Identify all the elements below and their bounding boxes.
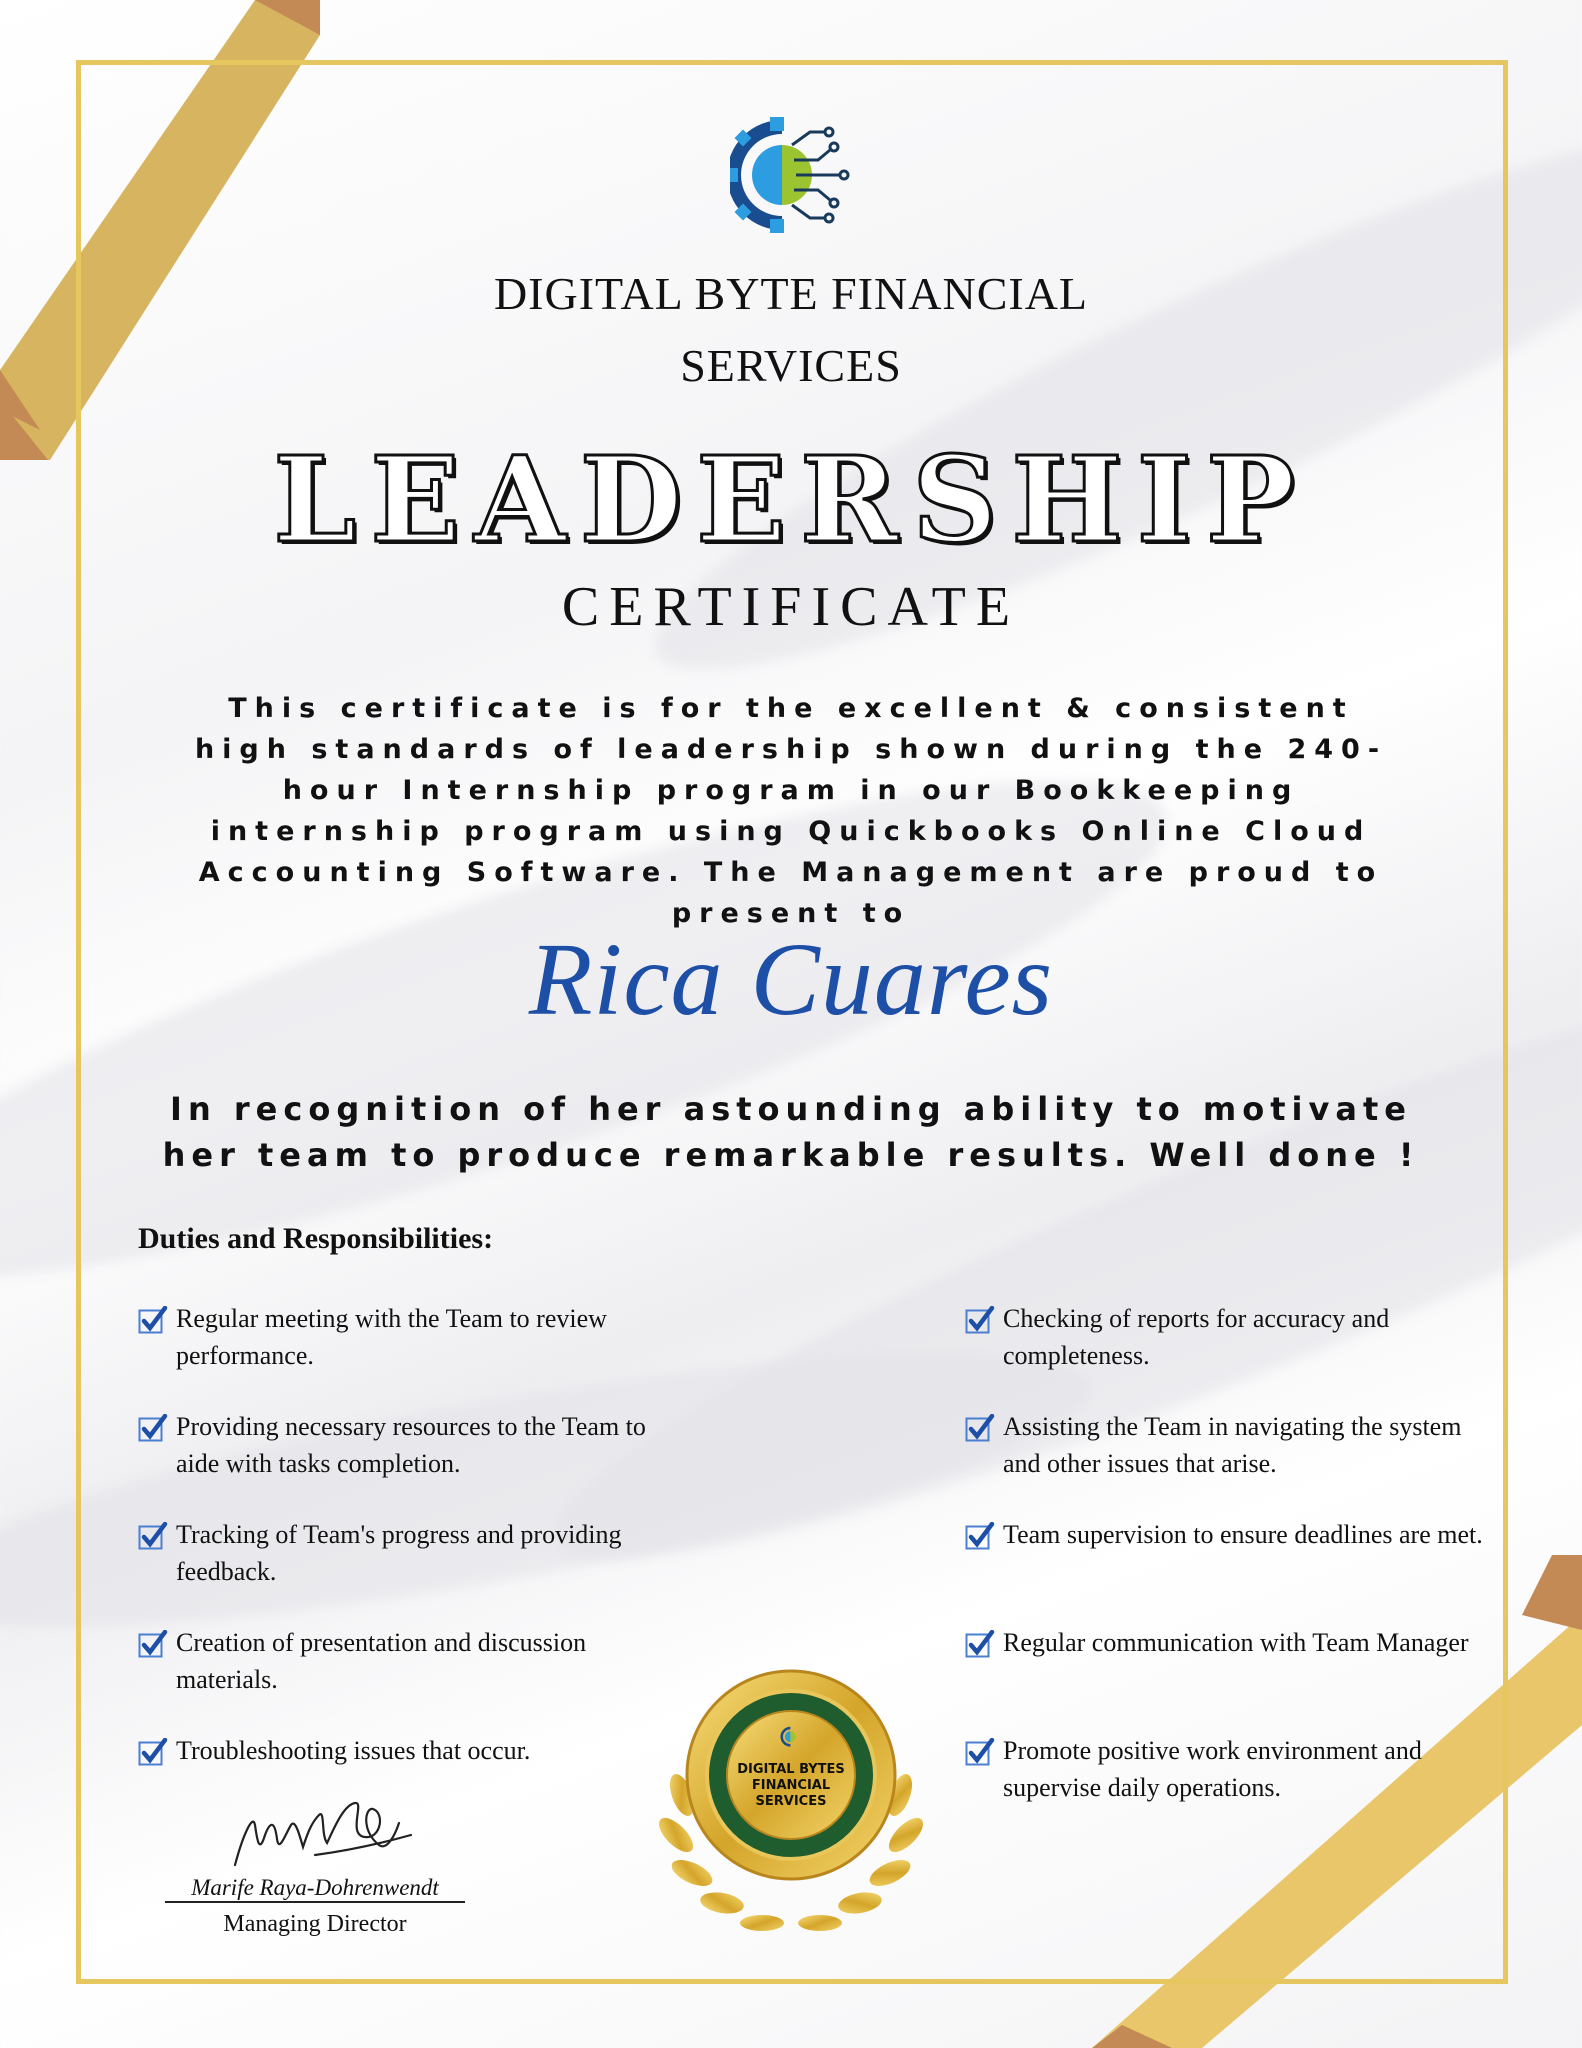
seal-text-line2: FINANCIAL: [751, 1778, 831, 1793]
company-name: [0, 258, 1582, 402]
seal-text-line3: SERVICES: [755, 1794, 827, 1809]
duty-text: Regular meeting with the Team to review performance.: [176, 1304, 607, 1370]
duties-right-column: [965, 1300, 1485, 1840]
duties-left-column: [138, 1300, 658, 1840]
duty-text: Checking of reports for accuracy and completeness.: [1003, 1304, 1390, 1370]
checkbox-check-icon: [138, 1414, 168, 1444]
duty-item: [965, 1408, 1485, 1516]
certificate-title: LEADERSHIP: [273, 430, 1309, 569]
company-name-line1: DIGITAL BYTE FINANCIAL: [493, 268, 1089, 319]
checkbox-check-icon: [965, 1306, 995, 1336]
checkbox-check-icon: [138, 1306, 168, 1336]
duty-text: Tracking of Team's progress and providing feedback.: [176, 1520, 622, 1586]
gold-seal-laurel-icon: [652, 1665, 930, 1945]
signatory-role: Managing Director: [223, 1911, 407, 1937]
duty-text: Creation of presentation and discussion materials.: [176, 1628, 587, 1694]
checkbox-check-icon: [965, 1414, 995, 1444]
duty-item: [138, 1300, 658, 1408]
handwritten-signature: [215, 1795, 415, 1881]
signatory-name: Marife Raya-Dohrenwendt: [191, 1875, 439, 1900]
signature-line: [165, 1901, 465, 1903]
duty-item: [965, 1300, 1485, 1408]
duty-item: [965, 1624, 1485, 1732]
duty-item: [965, 1732, 1485, 1840]
intro-text: This certificate is for the excellent & consistent high standards of leadership shown during the 240-hour Internship program in our Bookkeeping internship program using Quickbooks Online Cloud Accounting Software. The Management are proud to present to: [194, 693, 1388, 929]
recognition-text: In recognition of her astounding ability to motivate her team to produce remarkable results. Well done !: [162, 1090, 1420, 1174]
checkbox-check-icon: [138, 1738, 168, 1768]
recipient-name: Rica Cuares: [528, 922, 1054, 1037]
duty-text: Assisting the Team in navigating the system and other issues that arise.: [1003, 1412, 1462, 1478]
certificate-subtitle: CERTIFICATE: [561, 576, 1021, 638]
duty-item: [138, 1624, 658, 1732]
checkbox-check-icon: [965, 1738, 995, 1768]
checkbox-check-icon: [138, 1522, 168, 1552]
duty-item: [965, 1516, 1485, 1624]
duty-text: Team supervision to ensure deadlines are met.: [1003, 1520, 1483, 1549]
duty-text: Troubleshooting issues that occur.: [176, 1736, 531, 1765]
company-name-line2: SERVICES: [680, 340, 902, 391]
seal-text-line1: DIGITAL BYTES: [737, 1762, 845, 1777]
duty-text: Providing necessary resources to the Team to aide with tasks completion.: [176, 1412, 646, 1478]
signature-block: [150, 1795, 480, 1938]
duty-text: Regular communication with Team Manager: [1003, 1628, 1469, 1657]
duty-item: [138, 1516, 658, 1624]
duties-heading: Duties and Responsibilities:: [138, 1222, 494, 1255]
duty-item: [138, 1408, 658, 1516]
checkbox-check-icon: [138, 1630, 168, 1660]
checkbox-check-icon: [965, 1522, 995, 1552]
checkbox-check-icon: [965, 1630, 995, 1660]
gear-circuit-logo-icon: [730, 110, 860, 240]
duty-text: Promote positive work environment and supervise daily operations.: [1003, 1736, 1422, 1802]
